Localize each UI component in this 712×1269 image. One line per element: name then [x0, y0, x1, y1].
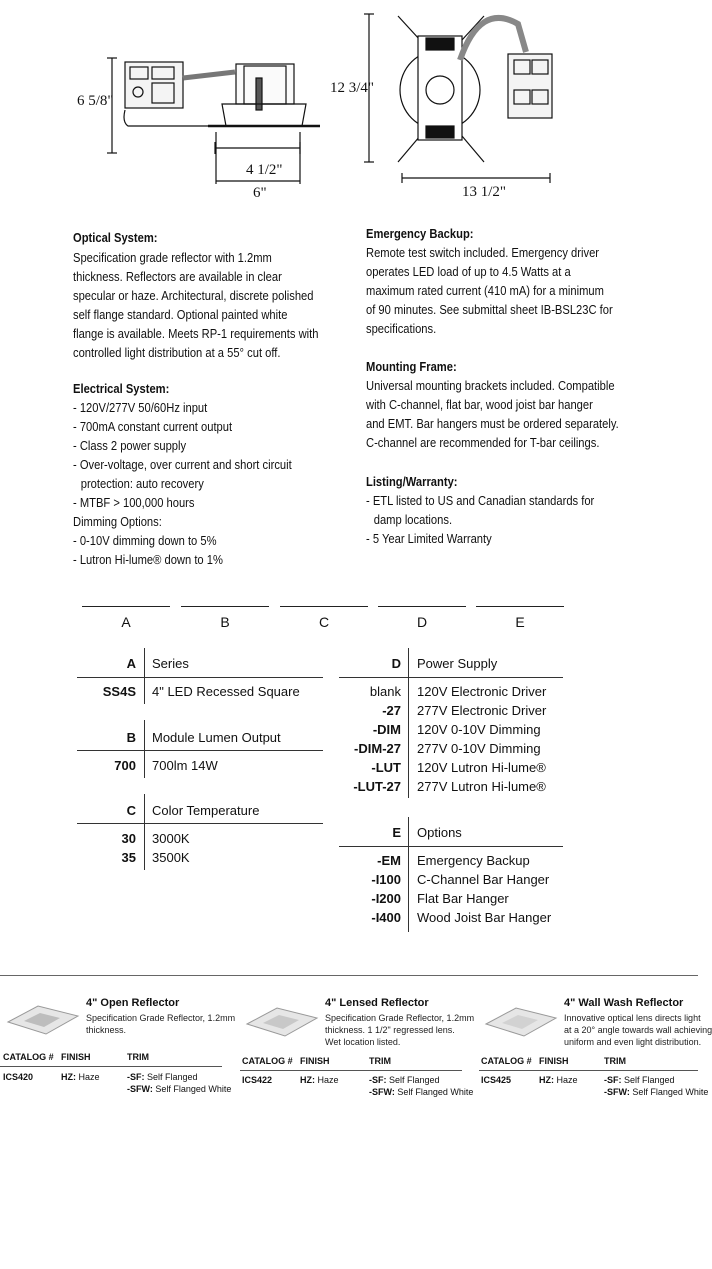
- trim-header: TRIM: [127, 1052, 149, 1062]
- finish-name: Haze: [317, 1075, 339, 1085]
- color-letter: C: [126, 803, 136, 818]
- catalog-header: CATALOG #: [242, 1056, 293, 1066]
- options-desc: Wood Joist Bar Hanger: [417, 910, 552, 925]
- power-code: -DIM: [372, 722, 401, 737]
- open-reflector-image: [2, 1000, 80, 1036]
- options-title: Options: [417, 825, 462, 840]
- power-rule: [339, 677, 563, 678]
- trim-header: TRIM: [369, 1056, 391, 1066]
- options-code: -I200: [371, 891, 401, 906]
- width-top-dimension: 13 1/2": [462, 184, 507, 200]
- trim-value: [369, 1087, 473, 1097]
- catalog-rule: [0, 1066, 222, 1067]
- trim-header: TRIM: [604, 1056, 626, 1066]
- finish-name: Haze: [78, 1072, 100, 1082]
- order-blank-letter: C: [318, 614, 330, 630]
- color-code: 35: [121, 850, 136, 865]
- options-desc: Flat Bar Hanger: [417, 891, 509, 906]
- power-desc: 120V 0-10V Dimming: [417, 722, 541, 737]
- trim-name: Self Flanged: [147, 1072, 198, 1082]
- trim-code: -SF:: [369, 1075, 387, 1085]
- electrical-item: - MTBF > 100,000 hours: [73, 495, 195, 510]
- height-top-dimension: 12 3/4": [330, 80, 375, 96]
- trim-value: [369, 1075, 440, 1085]
- color-divider: [144, 794, 145, 870]
- catalog-header: CATALOG #: [481, 1056, 532, 1066]
- emergency-line: specifications.: [366, 321, 437, 336]
- lumen-letter: B: [126, 730, 136, 745]
- mounting-line: C-channel are recommended for T-bar ceilings.: [366, 435, 600, 450]
- listing-item: - 5 Year Limited Warranty: [366, 531, 492, 546]
- electrical-item: - 120V/277V 50/60Hz input: [73, 400, 208, 415]
- trim-name: Self Flanged White: [632, 1087, 709, 1097]
- options-rule: [339, 846, 563, 847]
- series-desc: 4" LED Recessed Square: [152, 684, 300, 699]
- power-code: -LUT-27: [353, 779, 401, 794]
- lumen-title: Module Lumen Output: [152, 730, 281, 745]
- optical-line: Specification grade reflector with 1.2mm: [73, 250, 272, 265]
- order-blank-letter: B: [220, 614, 230, 630]
- trim-code: -SFW:: [369, 1087, 395, 1097]
- power-code: blank: [369, 684, 401, 699]
- electrical-item: protection: auto recovery: [80, 476, 204, 491]
- catalog-number: ICS425: [481, 1075, 512, 1085]
- lumen-rule: [77, 750, 323, 751]
- order-blank-line: [280, 606, 368, 607]
- emergency-line: Remote test switch included. Emergency driver: [366, 245, 600, 260]
- finish-name: Haze: [556, 1075, 578, 1085]
- product-desc-line: thickness. 1 1/2" regressed lens.: [325, 1025, 455, 1035]
- lumen-divider: [144, 720, 145, 778]
- mounting-line: with C-channel, flat bar, wood joist bar hanger: [366, 397, 593, 412]
- emergency-backup-section: [366, 226, 653, 338]
- options-code: -EM: [377, 853, 401, 868]
- finish-value: [300, 1075, 339, 1085]
- trim-value: [127, 1084, 231, 1094]
- series-code: SS4S: [102, 684, 136, 699]
- optical-line: specular or haze. Architectural, discrete polished: [73, 288, 314, 303]
- listing-warranty-section: [366, 474, 631, 548]
- footer-rule: [0, 975, 698, 976]
- dimming-item: - Lutron Hi-lume® down to 1%: [73, 552, 223, 567]
- optical-line: controlled light distribution at a 55° cut off.: [73, 345, 281, 360]
- side-view-drawing: [70, 50, 330, 210]
- trim-name: Self Flanged: [389, 1075, 440, 1085]
- series-title: Series: [152, 656, 189, 671]
- color-code: 30: [121, 831, 136, 846]
- dimming-heading: Dimming Options:: [73, 514, 162, 529]
- electrical-system-heading: Electrical System:: [73, 381, 170, 396]
- listing-warranty-heading: Listing/Warranty:: [366, 474, 458, 489]
- product-description: [325, 1012, 474, 1048]
- emergency-line: maximum rated current (410 mA) for a minimum: [366, 283, 604, 298]
- options-desc: C-Channel Bar Hanger: [417, 872, 550, 887]
- emergency-line: operates LED load of up to 4.5 Watts at a: [366, 264, 571, 279]
- electrical-item: - Class 2 power supply: [73, 438, 187, 453]
- wall-wash-reflector-image: [480, 1002, 558, 1038]
- power-desc: 120V Electronic Driver: [417, 684, 547, 699]
- optical-line: self flange standard. Optional painted white: [73, 307, 288, 322]
- order-blank-line: [82, 606, 170, 607]
- listing-item: - ETL listed to US and Canadian standards for: [366, 493, 595, 508]
- order-blank-line: [476, 606, 564, 607]
- optical-line: flange is available. Meets RP-1 requirements with: [73, 326, 319, 341]
- electrical-item: - Over-voltage, over current and short circuit: [73, 457, 292, 472]
- color-desc: 3000K: [152, 831, 190, 846]
- order-blank-letter: E: [515, 614, 525, 630]
- trim-name: Self Flanged: [624, 1075, 675, 1085]
- optical-line: thickness. Reflectors are available in clear: [73, 269, 282, 284]
- mounting-frame-section: [366, 359, 660, 452]
- order-blank-line: [181, 606, 269, 607]
- listing-item: damp locations.: [373, 512, 453, 527]
- power-title: Power Supply: [417, 656, 498, 671]
- color-rule: [77, 823, 323, 824]
- trim-value: [604, 1075, 675, 1085]
- product-description: [564, 1012, 712, 1048]
- trim-code: -SFW:: [127, 1084, 153, 1094]
- finish-code: HZ:: [300, 1075, 315, 1085]
- color-title: Color Temperature: [152, 803, 260, 818]
- emergency-backup-heading: Emergency Backup:: [366, 226, 474, 241]
- power-code: -27: [382, 703, 401, 718]
- trim-name: Self Flanged White: [155, 1084, 232, 1094]
- product-desc-line: uniform and even light distribution.: [564, 1037, 702, 1047]
- finish-code: HZ:: [61, 1072, 76, 1082]
- mounting-line: and EMT. Bar hangers must be ordered separately.: [366, 416, 619, 431]
- catalog-number: ICS422: [242, 1075, 273, 1085]
- lensed-reflector-image: [241, 1002, 319, 1038]
- order-blank-letter: D: [416, 614, 428, 630]
- order-blank-letter: A: [121, 614, 131, 630]
- mounting-frame-heading: Mounting Frame:: [366, 359, 457, 374]
- finish-header: FINISH: [539, 1056, 569, 1066]
- trim-value: [604, 1087, 708, 1097]
- series-divider: [144, 648, 145, 704]
- finish-header: FINISH: [300, 1056, 330, 1066]
- power-letter: D: [391, 656, 401, 671]
- trim-code: -SFW:: [604, 1087, 630, 1097]
- options-letter: E: [392, 825, 401, 840]
- trim-value: [127, 1072, 198, 1082]
- catalog-header: CATALOG #: [3, 1052, 54, 1062]
- options-code: -I400: [371, 910, 401, 925]
- power-desc: 277V Lutron Hi-lume®: [417, 779, 546, 794]
- finish-value: [61, 1072, 100, 1082]
- optical-system-section: [73, 230, 358, 362]
- product-title: 4" Open Reflector: [86, 997, 180, 1009]
- order-blank-line: [378, 606, 466, 607]
- lumen-code: 700: [114, 758, 136, 773]
- emergency-line: of 90 minutes. See submittal sheet IB-BSL23C for: [366, 302, 613, 317]
- catalog-rule: [240, 1070, 462, 1071]
- product-description: [86, 1012, 235, 1036]
- electrical-system-section: [73, 381, 327, 569]
- options-code: -I100: [371, 872, 401, 887]
- power-code: -LUT: [371, 760, 401, 775]
- product-desc-line: thickness.: [86, 1025, 127, 1035]
- product-desc-line: Wet location listed.: [325, 1037, 401, 1047]
- power-desc: 277V 0-10V Dimming: [417, 741, 541, 756]
- mounting-line: Universal mounting brackets included. Compatible: [366, 378, 615, 393]
- power-desc: 277V Electronic Driver: [417, 703, 547, 718]
- optical-system-heading: Optical System:: [73, 230, 158, 245]
- power-code: -DIM-27: [354, 741, 401, 756]
- trim-code: -SF:: [604, 1075, 622, 1085]
- finish-code: HZ:: [539, 1075, 554, 1085]
- product-desc-line: Specification Grade Reflector, 1.2mm: [325, 1013, 475, 1023]
- options-desc: Emergency Backup: [417, 853, 530, 868]
- height-side-dimension: 6 5/8": [77, 93, 114, 109]
- catalog-rule: [479, 1070, 698, 1071]
- aperture-dimension: 4 1/2": [246, 162, 283, 178]
- product-title: 4" Wall Wash Reflector: [564, 997, 684, 1009]
- catalog-number: ICS420: [3, 1072, 34, 1082]
- electrical-item: - 700mA constant current output: [73, 419, 233, 434]
- finish-header: FINISH: [61, 1052, 91, 1062]
- dimming-item: - 0-10V dimming down to 5%: [73, 533, 217, 548]
- options-divider: [408, 817, 409, 932]
- finish-value: [539, 1075, 578, 1085]
- top-view-drawing: [360, 10, 570, 190]
- product-desc-line: Innovative optical lens directs light: [564, 1013, 701, 1023]
- trim-code: -SF:: [127, 1072, 145, 1082]
- product-desc-line: Specification Grade Reflector, 1.2mm: [86, 1013, 236, 1023]
- series-letter: A: [126, 656, 136, 671]
- product-desc-line: at a 20° angle towards wall achieving: [564, 1025, 712, 1035]
- width-side-dimension: 6": [253, 185, 267, 201]
- power-divider: [408, 648, 409, 798]
- color-desc: 3500K: [152, 850, 190, 865]
- power-desc: 120V Lutron Hi-lume®: [417, 760, 546, 775]
- trim-name: Self Flanged White: [397, 1087, 474, 1097]
- series-rule: [77, 677, 323, 678]
- product-title: 4" Lensed Reflector: [325, 997, 429, 1009]
- lumen-desc: 700lm 14W: [152, 758, 218, 773]
